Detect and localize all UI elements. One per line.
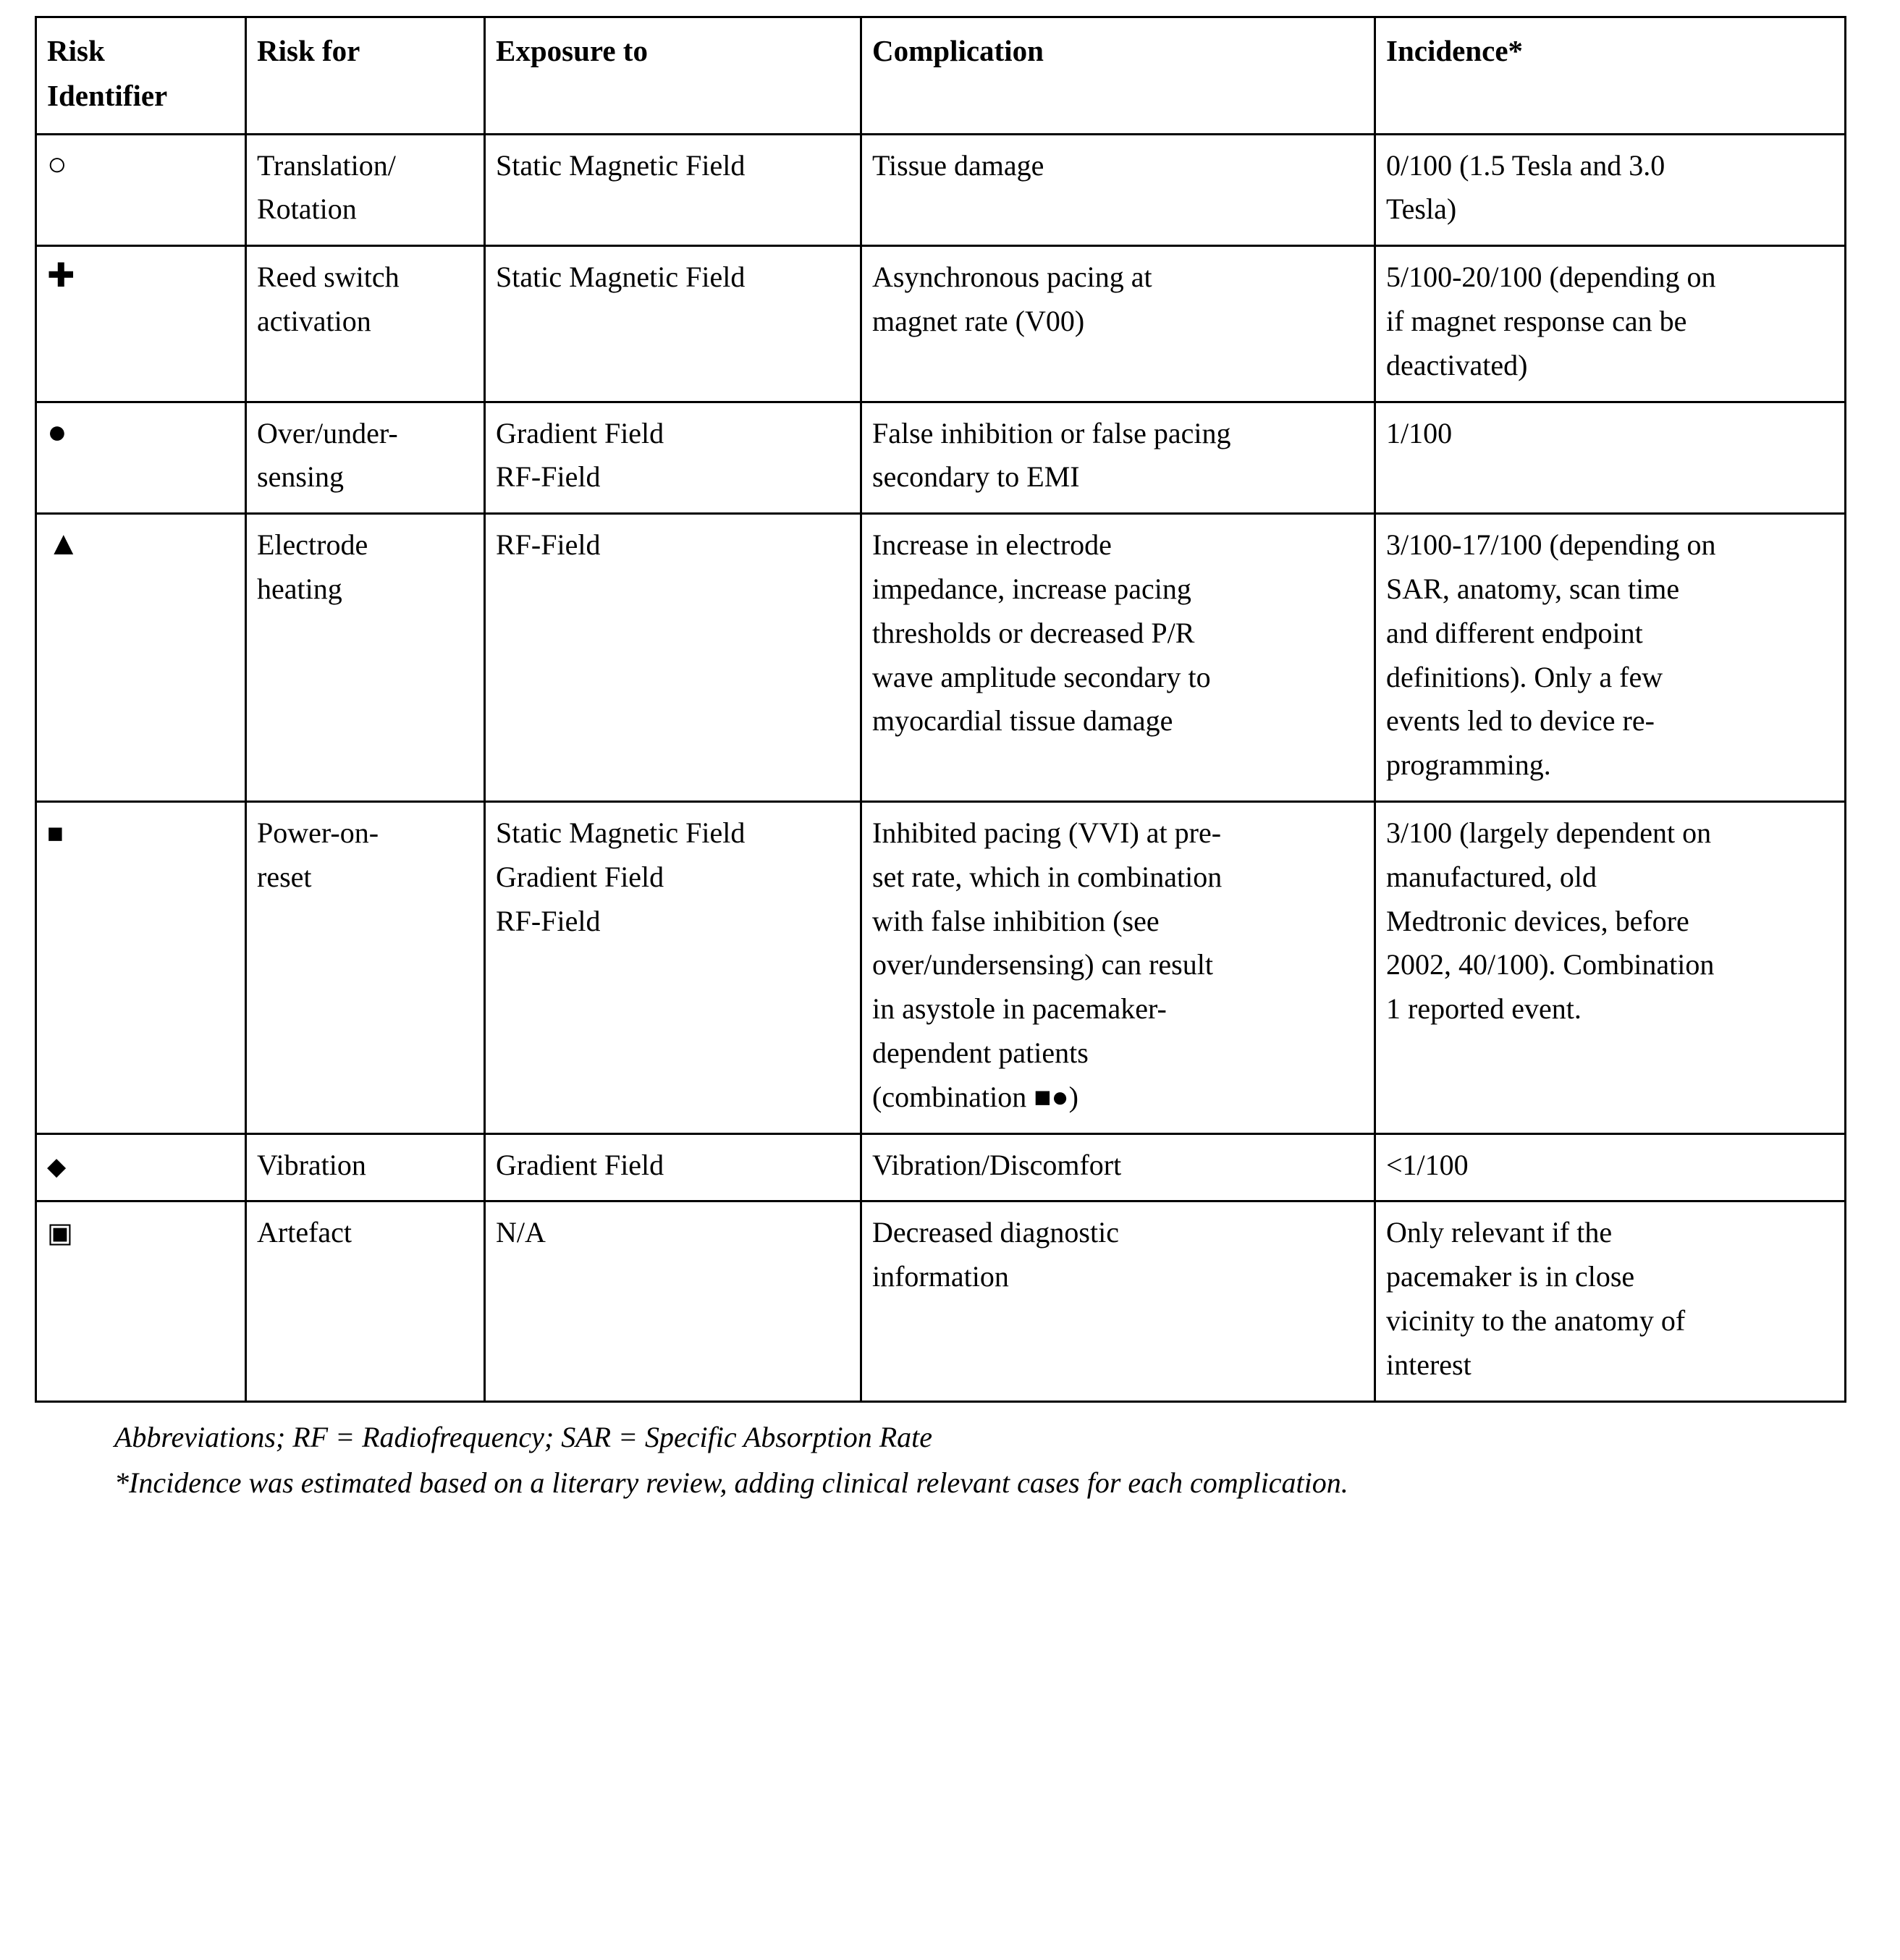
column-header-complication: Complication [861, 17, 1375, 135]
exposure-cell [485, 1133, 861, 1201]
text-line: 2002, 40/100). Combination [1386, 948, 1715, 981]
table-body [36, 134, 1846, 1401]
risk-identifier-cell [36, 1201, 246, 1401]
text-line: Rotation [257, 193, 357, 226]
text-line: deactivated) [1386, 348, 1528, 381]
risk-for-cell [246, 1133, 485, 1201]
text-line: RF-Field [496, 460, 601, 494]
text-line: 0/100 (1.5 Tesla and 3.0 [1386, 148, 1665, 182]
risk-identifier-cell [36, 801, 246, 1133]
risk-for-cell [246, 134, 485, 246]
risk-for-cell [246, 1201, 485, 1401]
text-line: SAR, anatomy, scan time [1386, 573, 1680, 605]
filled-diamond-symbol-icon: ◆ [47, 1153, 67, 1180]
text-line: Increase in electrode [872, 528, 1112, 562]
open-circle-symbol-icon: ○ [47, 145, 67, 182]
risk-identifier-cell [36, 514, 246, 802]
incidence-cell [1375, 402, 1846, 514]
table-header-row [36, 17, 1846, 135]
column-header-risk-identifier: Risk Identifier [36, 17, 246, 135]
footnote-abbreviations: Abbreviations; RF = Radiofrequency; SAR = Specific Absorption Rate [114, 1420, 933, 1453]
text-line: <1/100 [1386, 1148, 1469, 1181]
text-line: Static Magnetic Field [496, 816, 746, 849]
text-line: over/undersensing) can result [872, 948, 1213, 981]
risk-identifier-cell [36, 402, 246, 514]
risk-for-cell [246, 246, 485, 402]
text-line: with false inhibition (see [872, 904, 1160, 937]
text-line: heating [257, 573, 342, 605]
text-line: Decreased diagnostic [872, 1216, 1119, 1249]
complication-cell [861, 514, 1375, 802]
text-line: Vibration [257, 1148, 366, 1181]
table-footnotes [35, 1416, 1842, 1504]
incidence-cell [1375, 1133, 1846, 1201]
incidence-cell [1375, 1201, 1846, 1401]
filled-circle-symbol-icon: ● [47, 413, 67, 450]
exposure-cell [485, 246, 861, 402]
text-line: Artefact [257, 1216, 352, 1249]
complication-cell [861, 402, 1375, 514]
text-line: set rate, which in combination [872, 860, 1223, 893]
text-line: dependent patients [872, 1036, 1089, 1069]
table-row [36, 1201, 1846, 1401]
text-line: myocardial tissue damage [872, 704, 1173, 738]
text-line: False inhibition or false pacing [872, 416, 1231, 449]
table-row [36, 402, 1846, 514]
exposure-cell [485, 514, 861, 802]
risk-identifier-cell [36, 1133, 246, 1201]
text-line: events led to device re- [1386, 704, 1655, 738]
risk-table [35, 16, 1846, 1403]
text-line: programming. [1386, 748, 1551, 782]
text-line: Gradient Field [496, 860, 664, 893]
incidence-cell [1375, 514, 1846, 802]
complication-cell [861, 246, 1375, 402]
complication-cell [861, 134, 1375, 246]
column-header-exposure-to: Exposure to [485, 17, 861, 135]
exposure-cell [485, 801, 861, 1133]
text-line: and different endpoint [1386, 616, 1643, 649]
text-line: 3/100 (largely dependent on [1386, 816, 1712, 849]
incidence-cell [1375, 246, 1846, 402]
risk-for-cell [246, 402, 485, 514]
text-line: Static Magnetic Field [496, 148, 746, 182]
text-line: Tissue damage [872, 148, 1044, 182]
text-line: Only relevant if the [1386, 1216, 1613, 1249]
text-line: 5/100-20/100 (depending on [1386, 261, 1716, 294]
exposure-cell [485, 1201, 861, 1401]
text-line: definitions). Only a few [1386, 660, 1663, 693]
text-line: Static Magnetic Field [496, 261, 746, 294]
text-line: if magnet response can be [1386, 305, 1687, 338]
text-line: Electrode [257, 528, 368, 562]
table-row [36, 134, 1846, 246]
table-row [36, 246, 1846, 402]
square-with-dot-symbol-icon: ▣ [47, 1218, 73, 1249]
text-line: Tesla) [1386, 193, 1457, 226]
text-line: pacemaker is in close [1386, 1260, 1635, 1293]
text-line: secondary to EMI [872, 460, 1080, 494]
text-line: manufactured, old [1386, 860, 1597, 893]
text-line: Inhibited pacing (VVI) at pre- [872, 816, 1222, 849]
text-line: RF-Field [496, 904, 601, 937]
text-line: 3/100-17/100 (depending on [1386, 528, 1716, 562]
exposure-cell [485, 402, 861, 514]
text-line: activation [257, 305, 371, 338]
text-line: 1/100 [1386, 416, 1453, 449]
incidence-cell [1375, 801, 1846, 1133]
footnote-incidence: *Incidence was estimated based on a literary review, adding clinical relevant cases for each complication. [114, 1466, 1348, 1499]
complication-cell [861, 1201, 1375, 1401]
text-line: thresholds or decreased P/R [872, 616, 1195, 649]
table-row [36, 1133, 1846, 1201]
text-line: Reed switch [257, 261, 400, 294]
text-line: information [872, 1260, 1009, 1293]
text-line: Over/under- [257, 416, 398, 449]
risk-for-cell [246, 514, 485, 802]
heavy-plus-symbol-icon: ✚ [47, 257, 75, 295]
text-line: 1 reported event. [1386, 992, 1582, 1026]
table-row [36, 514, 1846, 802]
text-line-combination-symbols: (combination ■●) [872, 1080, 1078, 1113]
table-row [36, 801, 1846, 1133]
text-line: wave amplitude secondary to [872, 660, 1211, 693]
risk-identifier-cell [36, 134, 246, 246]
text-line: in asystole in pacemaker- [872, 992, 1167, 1026]
text-line: interest [1386, 1348, 1472, 1381]
complication-cell [861, 1133, 1375, 1201]
text-line: vicinity to the anatomy of [1386, 1304, 1686, 1337]
exposure-cell [485, 134, 861, 246]
text-line: Asynchronous pacing at [872, 261, 1152, 294]
text-line: reset [257, 860, 312, 893]
text-line: Translation/ [257, 148, 396, 182]
text-line: N/A [496, 1216, 546, 1249]
column-header-incidence: Incidence* [1375, 17, 1846, 135]
text-line: Medtronic devices, before [1386, 904, 1689, 937]
column-header-risk-for: Risk for [246, 17, 485, 135]
text-line: RF-Field [496, 528, 601, 562]
text-line: impedance, increase pacing [872, 573, 1191, 605]
text-line: Vibration/Discomfort [872, 1148, 1122, 1181]
incidence-cell [1375, 134, 1846, 246]
filled-square-symbol-icon: ■ [47, 818, 64, 849]
text-line: Gradient Field [496, 416, 664, 449]
risk-for-cell [246, 801, 485, 1133]
risk-identifier-cell [36, 246, 246, 402]
text-line: magnet rate (V00) [872, 305, 1085, 338]
complication-cell [861, 801, 1375, 1133]
text-line: Gradient Field [496, 1148, 664, 1181]
filled-triangle-symbol-icon: ▲ [47, 525, 80, 562]
text-line: sensing [257, 460, 344, 494]
text-line: Power-on- [257, 816, 379, 849]
